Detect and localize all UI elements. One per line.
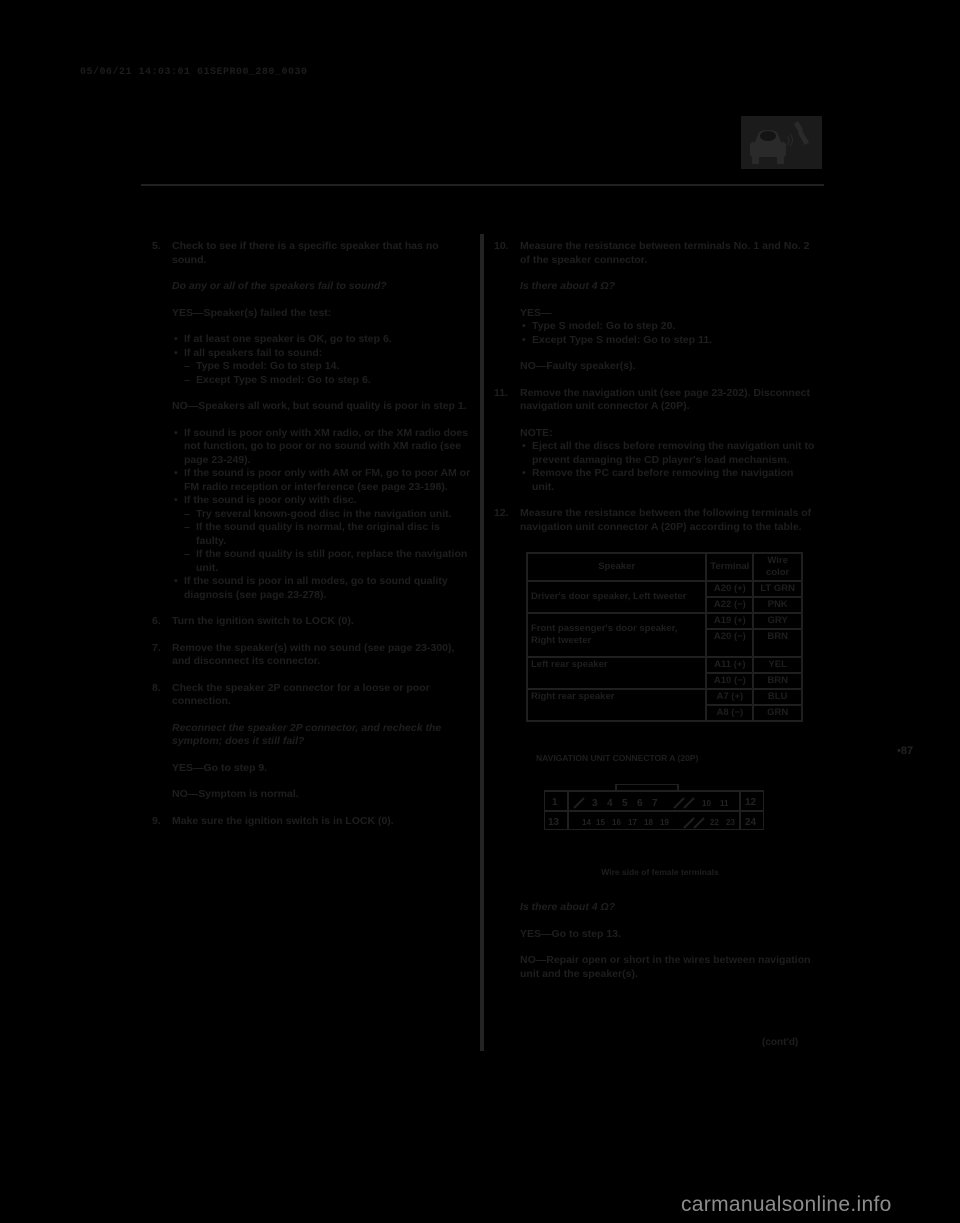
svg-text:23: 23 <box>726 817 735 827</box>
bullet-item: • If the sound is poor only with AM or FM, go to poor AM or FM radio reception or interference (see page 23-198). <box>172 467 472 494</box>
terminal-cell: A19 (+) <box>706 613 753 629</box>
step-text: Check to see if there is a specific speaker that has no sound. <box>172 240 439 266</box>
navigation-logo <box>741 116 822 169</box>
speaker-cell: Driver's door speaker, Left tweeter <box>527 581 706 613</box>
step-text: Make sure the ignition switch is in LOCK (0). <box>172 814 394 827</box>
step-text: Check the speaker 2P connector for a loose or poor connection. <box>172 681 430 707</box>
bullet-item <box>172 494 472 575</box>
bullet-item: • If the sound is poor in all modes, go to sound quality diagnosis (see page 23-278). <box>172 575 472 602</box>
yes-result: YES—Go to step 13. <box>520 927 621 940</box>
terminal-cell: A10 (−) <box>706 673 753 689</box>
svg-text:22: 22 <box>710 817 719 827</box>
right-column <box>494 240 815 994</box>
svg-text:1: 1 <box>552 796 558 808</box>
left-column <box>152 240 472 841</box>
step-5 <box>152 240 472 602</box>
step-question: Do any or all of the speakers fail to sound? <box>172 280 387 292</box>
step-text: Measure the resistance between the following terminals of navigation unit connector A (20P) according to the table. <box>520 507 812 533</box>
svg-text:3: 3 <box>592 797 598 809</box>
svg-text:7: 7 <box>652 797 658 809</box>
terminal-cell: A20 (+) <box>706 581 753 597</box>
step-question: Is there about 4 Ω? <box>520 280 616 292</box>
step-8 <box>152 682 472 802</box>
table-row <box>527 657 802 673</box>
note-label: NOTE: <box>520 426 553 439</box>
bullet-item: • Except Type S model: Go to step 11. <box>520 334 815 348</box>
header-rule <box>141 184 824 186</box>
wire-color-cell: BRN <box>753 629 802 657</box>
svg-text:6: 6 <box>637 797 643 809</box>
step-number: 8. <box>152 681 161 694</box>
step-6 <box>152 615 472 629</box>
wire-color-cell: PNK <box>753 597 802 613</box>
step-12-result <box>500 901 815 981</box>
step-9 <box>152 815 472 829</box>
wire-color-cell: BRN <box>753 673 802 689</box>
column-header-wire-color: Wire color <box>753 553 802 581</box>
bullet-text: If the sound is poor only with disc. <box>184 494 357 506</box>
step-number: 7. <box>152 641 161 654</box>
bullet-text: If all speakers fail to sound: <box>184 346 323 359</box>
bullet-item: • If sound is poor only with XM radio, or the XM radio does not function, go to poor or no sound with XM radio (see page 23-249). <box>172 427 472 468</box>
svg-text:15: 15 <box>596 817 605 827</box>
svg-text:5: 5 <box>622 797 628 809</box>
svg-text:12: 12 <box>745 796 757 808</box>
table-row <box>527 689 802 705</box>
yes-result: YES— <box>520 306 552 319</box>
no-result: NO—Repair open or short in the wires between navigation unit and the speaker(s). <box>520 954 811 980</box>
speaker-cell: Right rear speaker <box>527 689 706 721</box>
no-result: NO—Symptom is normal. <box>172 788 299 800</box>
terminal-cell: A22 (−) <box>706 597 753 613</box>
sub-bullet: – If the sound quality is still poor, replace the navigation unit. <box>184 548 472 575</box>
step-text: Remove the speaker(s) with no sound (see page 23-300), and disconnect its connector. <box>172 641 455 667</box>
svg-text:16: 16 <box>612 817 621 827</box>
terminal-cell: A7 (+) <box>706 689 753 705</box>
bullet-item: • Type S model: Go to step 20. <box>520 320 815 334</box>
column-header-terminal: Terminal <box>706 553 753 581</box>
speaker-terminal-table <box>526 552 803 722</box>
table-row <box>527 581 802 597</box>
step-question: Is there about 4 Ω? <box>520 901 616 913</box>
step-number: 9. <box>152 814 161 827</box>
svg-text:4: 4 <box>607 797 613 809</box>
connector-caption: Wire side of female terminals <box>601 866 719 877</box>
speaker-cell: Left rear speaker <box>527 657 706 689</box>
terminal-cell: A20 (−) <box>706 629 753 657</box>
step-11 <box>494 386 815 495</box>
side-page-reference: •87 <box>897 745 914 757</box>
step-number: 5. <box>152 240 161 252</box>
no-result: NO—Speakers all work, but sound quality is poor in step 1. <box>172 400 467 412</box>
print-stamp: 05/06/21 14:03:01 61SEPR00_280_0030 <box>80 67 308 78</box>
yes-result: YES—Speaker(s) failed the test: <box>172 306 332 319</box>
svg-text:10: 10 <box>702 798 711 808</box>
step-number: 12. <box>494 507 509 519</box>
step-text: Remove the navigation unit (see page 23-202). Disconnect navigation unit connector A (20P). <box>520 386 810 412</box>
wire-color-cell: BLU <box>753 689 802 705</box>
column-divider <box>480 234 484 1051</box>
wire-color-cell: GRY <box>753 613 802 629</box>
step-10 <box>494 240 815 374</box>
svg-text:17: 17 <box>628 817 637 827</box>
wire-color-cell: GRN <box>753 705 802 721</box>
navigation-satellite-car-icon <box>741 116 822 169</box>
step-number: 6. <box>152 615 161 627</box>
step-text: Turn the ignition switch to LOCK (0). <box>172 615 354 627</box>
step-question: Reconnect the speaker 2P connector, and recheck the symptom; does it still fail? <box>172 721 442 747</box>
column-header-speaker: Speaker <box>527 553 706 581</box>
wire-color-cell: LT GRN <box>753 581 802 597</box>
svg-text:24: 24 <box>745 816 757 828</box>
step-text: Measure the resistance between terminals No. 1 and No. 2 of the speaker connector. <box>520 240 810 266</box>
watermark: carmanualsonline.info <box>681 1193 892 1216</box>
step-7 <box>152 642 472 669</box>
wire-color-cell: YEL <box>753 657 802 673</box>
connector-title: NAVIGATION UNIT CONNECTOR A (20P) <box>536 753 699 763</box>
svg-text:18: 18 <box>644 817 653 827</box>
step-number: 10. <box>494 240 509 252</box>
note-item: • Remove the PC card before removing the navigation unit. <box>520 467 815 494</box>
step-12 <box>494 507 815 534</box>
continued-label: (cont'd) <box>762 1037 799 1048</box>
sub-bullet: – Except Type S model: Go to step 6. <box>184 374 472 388</box>
no-result: NO—Faulty speaker(s). <box>520 360 636 372</box>
bullet-item <box>172 347 472 388</box>
speaker-cell: Front passenger's door speaker, Right tweeter <box>527 613 706 657</box>
svg-text:11: 11 <box>720 798 729 808</box>
svg-text:13: 13 <box>548 816 560 828</box>
terminal-cell: A11 (+) <box>706 657 753 673</box>
terminal-cell: A8 (−) <box>706 705 753 721</box>
sub-bullet: – Try several known-good disc in the navigation unit. <box>184 508 472 522</box>
svg-text:14: 14 <box>582 817 591 827</box>
yes-result: YES—Go to step 9. <box>172 761 268 774</box>
bullet-item: • If at least one speaker is OK, go to step 6. <box>172 333 472 347</box>
svg-text:19: 19 <box>660 817 669 827</box>
connector-diagram <box>544 784 764 830</box>
step-number: 11. <box>494 386 509 399</box>
connector-face-icon <box>544 784 764 830</box>
note-item: • Eject all the discs before removing the navigation unit to prevent damaging the CD player's load mechanism. <box>520 440 815 467</box>
table-row <box>527 613 802 629</box>
sub-bullet: – Type S model: Go to step 14. <box>184 360 472 374</box>
sub-bullet: – If the sound quality is normal, the original disc is faulty. <box>184 521 472 548</box>
